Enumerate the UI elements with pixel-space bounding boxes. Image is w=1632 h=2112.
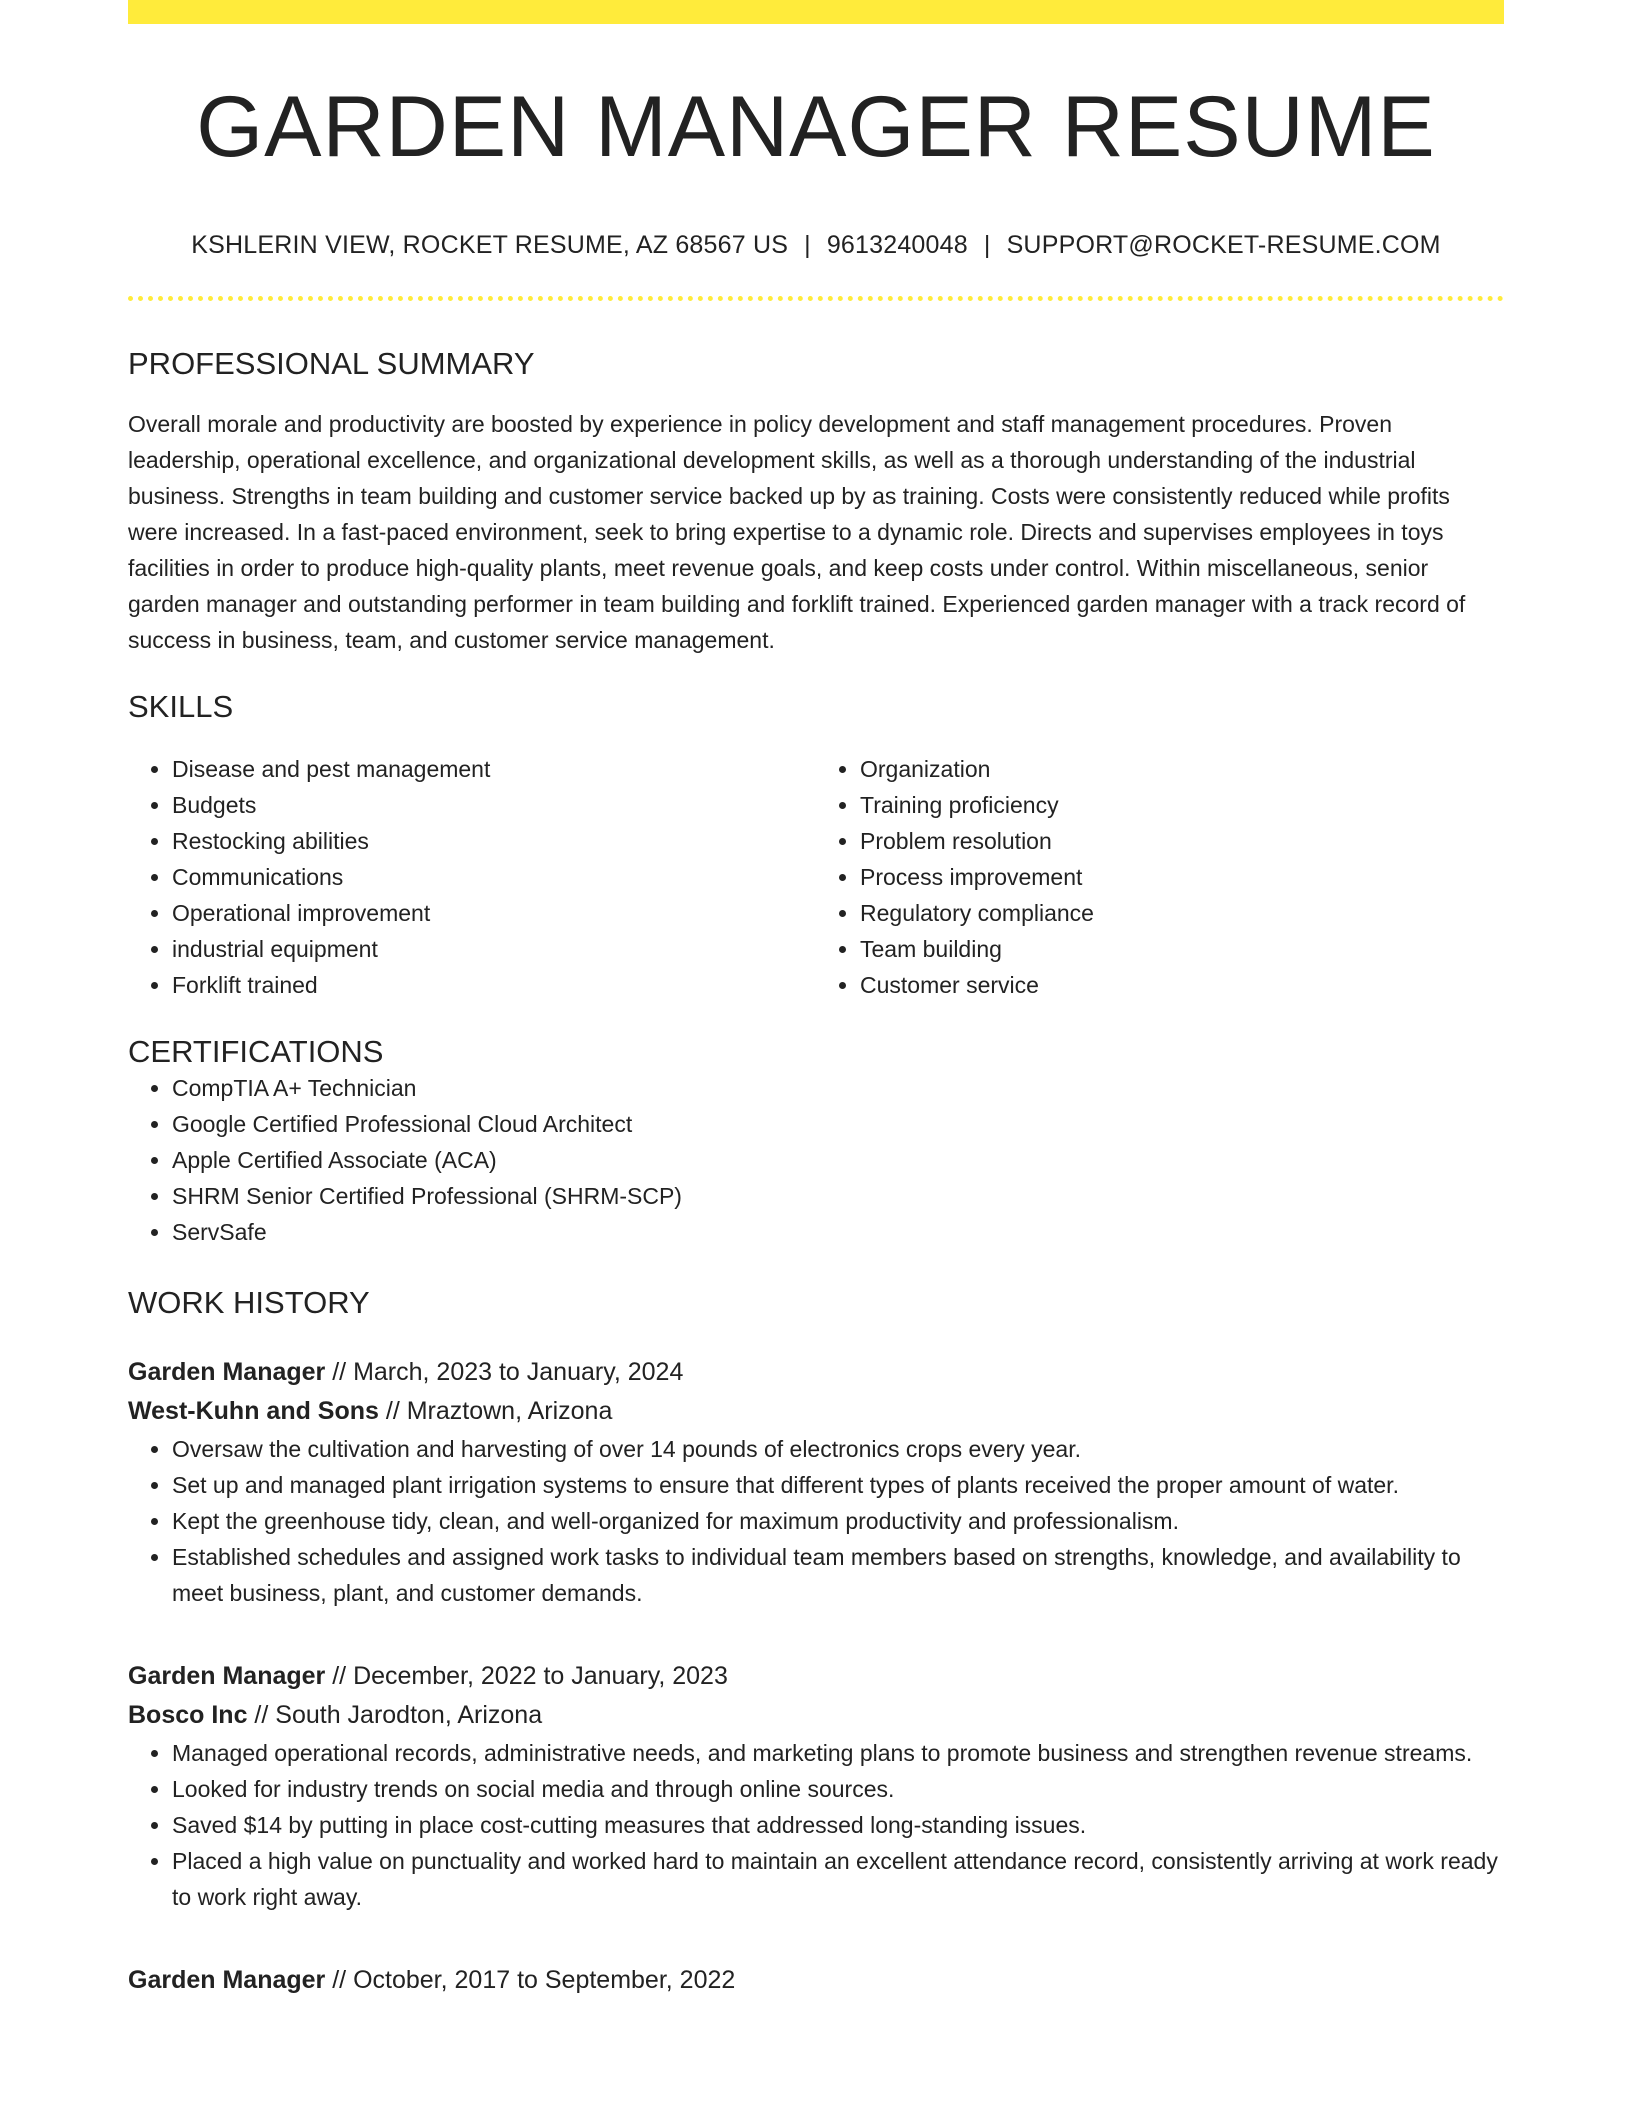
certification-item: • SHRM Senior Certified Professional (SHRM-SCP) [172, 1178, 1504, 1214]
job-bullet: • Established schedules and assigned work tasks to individual team members based on strengths, knowledge, and availability to meet business, plant, and customer demands. [172, 1539, 1504, 1611]
skills-list-right [816, 751, 1504, 1003]
resume-page [128, 0, 1504, 2000]
job-bullets [128, 1431, 1504, 1611]
job-bullets [128, 1735, 1504, 1915]
job-title: Garden Manager [128, 1358, 326, 1387]
skill-item: • Regulatory compliance [860, 895, 1504, 931]
job-company: Bosco Inc [128, 1701, 248, 1730]
dotted-divider [128, 296, 1504, 301]
top-accent-bar [128, 0, 1504, 24]
job-title-line [128, 1961, 1504, 2000]
job-title: Garden Manager [128, 1966, 326, 1995]
job-bullet: • Looked for industry trends on social media and through online sources. [172, 1771, 1504, 1807]
job-dates: // December, 2022 to January, 2023 [325, 1662, 728, 1691]
resume-title: GARDEN MANAGER RESUME [196, 79, 1436, 175]
skills-list-left [128, 751, 816, 1003]
job-bullet: • Managed operational records, administrative needs, and marketing plans to promote business and strengthen revenue streams. [172, 1735, 1504, 1771]
certification-item: • CompTIA A+ Technician [172, 1070, 1504, 1106]
skill-item: • Problem resolution [860, 823, 1504, 859]
job-company-line [128, 1392, 1504, 1431]
job-title-line [128, 1657, 1504, 1696]
skill-item: • Restocking abilities [172, 823, 816, 859]
job-dates: // March, 2023 to January, 2024 [325, 1358, 684, 1387]
job-bullet: • Saved $14 by putting in place cost-cutting measures that addressed long-standing issues. [172, 1807, 1504, 1843]
skill-item: • Process improvement [860, 859, 1504, 895]
skill-item: • Customer service [860, 967, 1504, 1003]
job-title-line [128, 1353, 1504, 1392]
job-dates: // October, 2017 to September, 2022 [325, 1966, 736, 1995]
job-company: West-Kuhn and Sons [128, 1397, 379, 1426]
work-history-heading: WORK HISTORY [128, 1285, 370, 1321]
job-bullet: • Oversaw the cultivation and harvesting of over 14 pounds of electronics crops every year. [172, 1431, 1504, 1467]
job-bullet: • Placed a high value on punctuality and worked hard to maintain an excellent attendance record, consistently arriving at work ready to work right away. [172, 1843, 1504, 1915]
job-location: // Mraztown, Arizona [378, 1397, 613, 1426]
contact-email: SUPPORT@ROCKET-RESUME.COM [1006, 230, 1441, 259]
contact-separator: | [804, 230, 811, 259]
contact-address: KSHLERIN VIEW, ROCKET RESUME, AZ 68567 US [191, 230, 789, 259]
certification-item: • Google Certified Professional Cloud Architect [172, 1106, 1504, 1142]
skills-columns [128, 751, 1504, 1003]
job-location: // South Jarodton, Arizona [247, 1701, 543, 1730]
skills-heading: SKILLS [128, 688, 234, 724]
job-entry [128, 1657, 1504, 1915]
job-bullet: • Set up and managed plant irrigation systems to ensure that different types of plants received the proper amount of water. [172, 1467, 1504, 1503]
skill-item: • Disease and pest management [172, 751, 816, 787]
certifications-list [128, 1070, 1504, 1250]
contact-phone: 9613240048 [826, 230, 968, 259]
certification-item: • Apple Certified Associate (ACA) [172, 1142, 1504, 1178]
contact-line [128, 231, 1504, 260]
skill-item: • Communications [172, 859, 816, 895]
skill-item: • Organization [860, 751, 1504, 787]
job-company-line [128, 1696, 1504, 1735]
skill-item: • Forklift trained [172, 967, 816, 1003]
skill-item: • industrial equipment [172, 931, 816, 967]
contact-separator: | [983, 230, 991, 259]
skill-item: • Training proficiency [860, 787, 1504, 823]
job-entry [128, 1961, 1504, 2000]
job-entry [128, 1353, 1504, 1611]
summary-heading: PROFESSIONAL SUMMARY [128, 345, 535, 381]
job-bullet: • Kept the greenhouse tidy, clean, and well-organized for maximum productivity and professionalism. [172, 1503, 1504, 1539]
skill-item: • Operational improvement [172, 895, 816, 931]
skill-item: • Team building [860, 931, 1504, 967]
certification-item: • ServSafe [172, 1214, 1504, 1250]
job-title: Garden Manager [128, 1662, 326, 1691]
skill-item: • Budgets [172, 787, 816, 823]
summary-text: Overall morale and productivity are boosted by experience in policy development and staff management procedures. Proven leadership, operational excellence, and organizational development skills, as well as a thorough understanding of the industrial business. Strengths in team building and customer service backed up by as training. Costs were consistently reduced while profits were increased. In a fast-paced environment, seek to bring expertise to a dynamic role. Directs and supervises employees in toys facilities in order to produce high-quality plants, meet revenue goals, and keep costs under control. Within miscellaneous, senior garden manager and outstanding performer in team building and forklift trained. Experienced garden manager with a track record of success in business, team, and customer service management. [128, 410, 1466, 653]
certifications-heading: CERTIFICATIONS [128, 1033, 384, 1069]
